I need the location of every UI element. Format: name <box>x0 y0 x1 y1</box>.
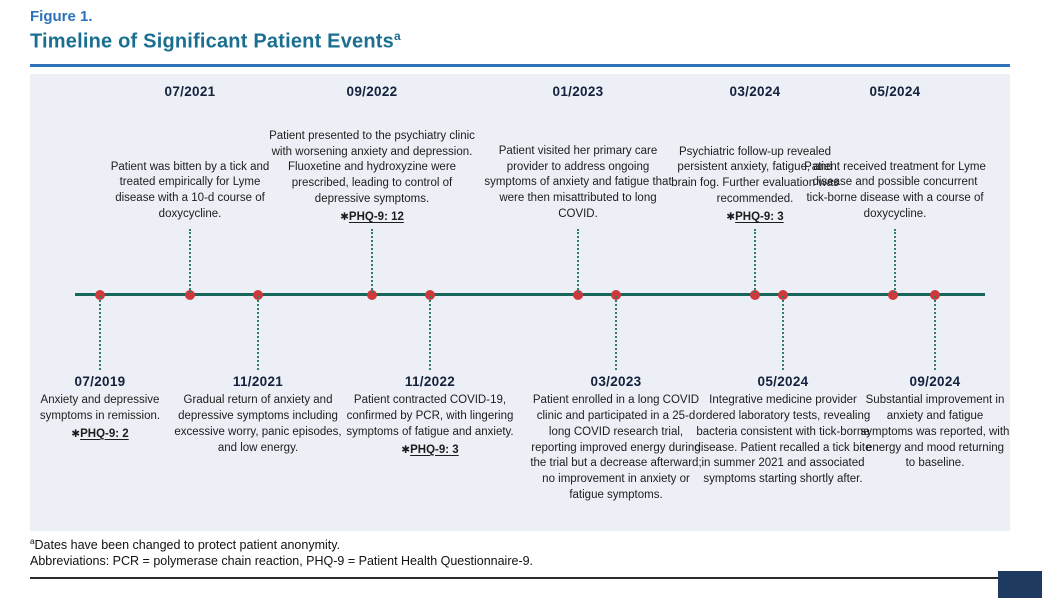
timeline-event-below <box>28 296 172 440</box>
timeline-event-below <box>342 296 518 456</box>
asterisk-marker: ✱ <box>401 443 411 456</box>
dotted-connector <box>99 296 101 370</box>
timeline-event-above <box>268 84 476 293</box>
timeline-event-above <box>804 84 986 293</box>
event-description: Patient presented to the psychiatry clinic with worsening anxiety and depression. Fluoxetine and hydroxyzine were prescribed, leading to control of depressive symptoms. <box>269 129 475 206</box>
event-date: 07/2019 <box>74 374 126 389</box>
page-title <box>30 29 401 54</box>
event-description: Substantial improvement in anxiety and fatigue symptoms was reported, with energy and mood returning to baseline. <box>860 394 1010 470</box>
timeline-event-above <box>480 84 676 293</box>
dotted-connector <box>371 229 373 293</box>
phq-score <box>71 428 128 440</box>
corner-decoration <box>998 571 1042 598</box>
footnote-marker: a <box>30 537 35 546</box>
dotted-connector <box>189 229 191 293</box>
event-description: Integrative medicine provider ordered laboratory tests, revealing bacteria consistent with tick-borne disease. Patient recalled a tick bite in summer 2021 and associated symptoms starting shortly after. <box>694 394 872 486</box>
timeline-event-below <box>170 296 346 456</box>
dotted-connector <box>754 229 756 293</box>
abbreviations-note: Abbreviations: PCR = polymerase chain reaction, PHQ-9 = Patient Health Questionnaire-9. <box>30 554 534 568</box>
event-date: 07/2021 <box>164 84 216 99</box>
event-description: Psychiatric follow-up revealed persistent anxiety, fatigue, and brain fog. Further evaluation was recommended. <box>671 145 839 206</box>
phq-score-value: PHQ-9: 12 <box>348 211 404 223</box>
event-description: Patient contracted COVID-19, confirmed by PCR, with lingering symptoms of fatigue and anxiety. <box>346 394 514 438</box>
event-date: 09/2022 <box>346 84 398 99</box>
bottom-rule <box>30 577 1010 579</box>
event-description: Patient was bitten by a tick and treated empirically for Lyme disease with a 10-d course of doxycycline. <box>110 160 270 221</box>
event-description: Patient visited her primary care provider to address ongoing symptoms of anxiety and fatigue that were then misattributed to long COVID. <box>484 144 672 221</box>
event-date: 03/2024 <box>729 84 781 99</box>
event-date: 05/2024 <box>869 84 921 99</box>
phq-score-value: PHQ-9: 3 <box>735 211 784 223</box>
asterisk-marker: ✱ <box>340 211 349 223</box>
dotted-connector <box>934 296 936 370</box>
footnote-text: Dates have been changed to protect patient anonymity. <box>34 538 341 553</box>
timeline-event-below <box>692 296 874 488</box>
event-date: 05/2024 <box>757 374 809 389</box>
event-description: Anxiety and depressive symptoms in remission. <box>39 394 161 422</box>
dotted-connector <box>257 296 259 370</box>
phq-score-value: PHQ-9: 2 <box>80 427 129 440</box>
timeline-event-above <box>108 84 272 293</box>
title-footnote-marker: a <box>393 29 401 43</box>
phq-score <box>340 211 404 223</box>
phq-score <box>726 211 783 223</box>
page-title-text: Timeline of Significant Patient Events <box>30 30 394 53</box>
figure-label: Figure 1. <box>30 8 93 25</box>
dotted-connector <box>577 229 579 293</box>
event-description: Gradual return of anxiety and depressive symptoms including excessive worry, panic episodes, and low energy. <box>174 394 342 454</box>
event-description: Patient enrolled in a long COVID clinic and participated in a 25-d long COVID research trial, reporting improved energy during the trial but a decrease afterward; no improvement in anxiety or fatigue symptoms. <box>530 394 702 502</box>
dotted-connector <box>782 296 784 370</box>
event-date: 01/2023 <box>552 84 604 99</box>
event-description: Patient received treatment for Lyme disease and possible concurrent tick-borne disease with a course of doxycycline. <box>804 160 986 221</box>
phq-score <box>401 444 458 456</box>
event-date: 11/2022 <box>404 374 456 389</box>
dotted-connector <box>615 296 617 370</box>
timeline-event-below <box>528 296 704 504</box>
timeline-event-below <box>860 296 1010 472</box>
dotted-connector <box>894 229 896 293</box>
event-date: 09/2024 <box>909 374 961 389</box>
header-rule <box>30 64 1010 67</box>
footnote <box>30 537 340 552</box>
asterisk-marker: ✱ <box>71 427 81 440</box>
asterisk-marker: ✱ <box>726 211 736 223</box>
event-date: 03/2023 <box>590 374 642 389</box>
event-date: 11/2021 <box>232 374 284 389</box>
dotted-connector <box>429 296 431 370</box>
phq-score-value: PHQ-9: 3 <box>410 443 459 456</box>
